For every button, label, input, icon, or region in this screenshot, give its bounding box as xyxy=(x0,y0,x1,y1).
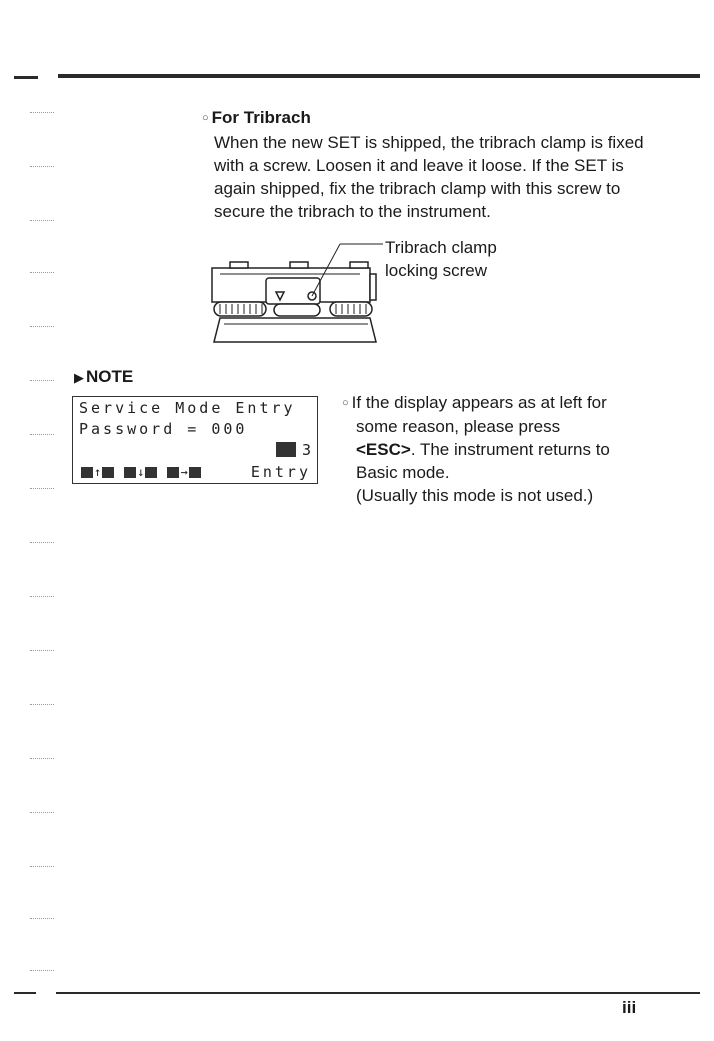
margin-mark xyxy=(30,112,54,114)
note-text-line-5: (Usually this mode is not used.) xyxy=(356,486,594,505)
margin-mark xyxy=(30,970,54,972)
note-text xyxy=(342,391,642,507)
note-heading-text: NOTE xyxy=(86,367,134,386)
note-text-line-3-rest: . The instrument returns to xyxy=(410,440,610,459)
margin-mark xyxy=(30,380,54,382)
diagram-callout xyxy=(385,236,497,282)
margin-mark xyxy=(30,812,54,814)
lcd-line-2: Password = 000 xyxy=(79,420,248,438)
bottom-rule-stub xyxy=(14,992,36,994)
note-text-line-4: Basic mode. xyxy=(356,463,450,482)
margin-mark xyxy=(30,434,54,436)
tribrach-body: When the new SET is shipped, the tribrach clamp is fixed with a screw. Loosen it and leave it loose. If the SET is again shipped, fix the tribrach clamp with this screw to secure the tribrach to the instrument. xyxy=(214,133,644,221)
callout-line-2: locking screw xyxy=(385,261,488,280)
bullet-icon: ○ xyxy=(202,112,209,124)
margin-mark xyxy=(30,542,54,544)
margin-mark xyxy=(30,326,54,328)
note-text-line-3 xyxy=(342,438,642,461)
key-icon xyxy=(167,467,179,478)
margin-mark xyxy=(30,272,54,274)
key-icon xyxy=(124,467,136,478)
key-icon xyxy=(102,467,114,478)
margin-mark xyxy=(30,596,54,598)
margin-mark xyxy=(30,166,54,168)
margin-mark xyxy=(30,488,54,490)
play-arrow-icon: ▶ xyxy=(74,370,84,385)
up-arrow-icon: ↑ xyxy=(94,465,102,479)
top-rule xyxy=(58,74,700,78)
softkey-entry: Entry xyxy=(250,463,311,481)
margin-mark xyxy=(30,220,54,222)
tribrach-heading-text: For Tribrach xyxy=(211,108,311,127)
bullet-icon: ○ xyxy=(342,397,349,409)
margin-mark xyxy=(30,704,54,706)
note-text-line-2: some reason, please press xyxy=(356,417,561,436)
margin-mark xyxy=(30,866,54,868)
down-arrow-icon: ↓ xyxy=(137,465,145,479)
margin-mark xyxy=(30,918,54,920)
softkey-up xyxy=(81,465,114,479)
callout-line-1: Tribrach clamp xyxy=(385,238,497,257)
note-heading xyxy=(74,367,133,387)
top-rule-stub xyxy=(14,76,38,79)
right-arrow-icon: → xyxy=(180,465,188,479)
margin-mark xyxy=(30,650,54,652)
page-number: iii xyxy=(622,998,637,1017)
lcd-softkey-row xyxy=(81,463,311,481)
margin-mark xyxy=(30,758,54,760)
key-icon xyxy=(189,467,201,478)
lcd-line-1: Service Mode Entry xyxy=(79,399,296,417)
note-text-line-1: If the display appears as at left for xyxy=(351,393,607,412)
key-icon xyxy=(145,467,157,478)
key-icon xyxy=(81,467,93,478)
lcd-page-number: 3 xyxy=(301,441,311,459)
lcd-display xyxy=(72,396,318,484)
bottom-rule xyxy=(56,992,700,994)
softkey-down xyxy=(124,465,157,479)
page-key-icon xyxy=(276,442,296,457)
tribrach-heading xyxy=(202,108,311,128)
lcd-page-indicator xyxy=(276,441,311,459)
esc-key-label: <ESC> xyxy=(356,440,411,459)
softkey-right xyxy=(167,465,200,479)
